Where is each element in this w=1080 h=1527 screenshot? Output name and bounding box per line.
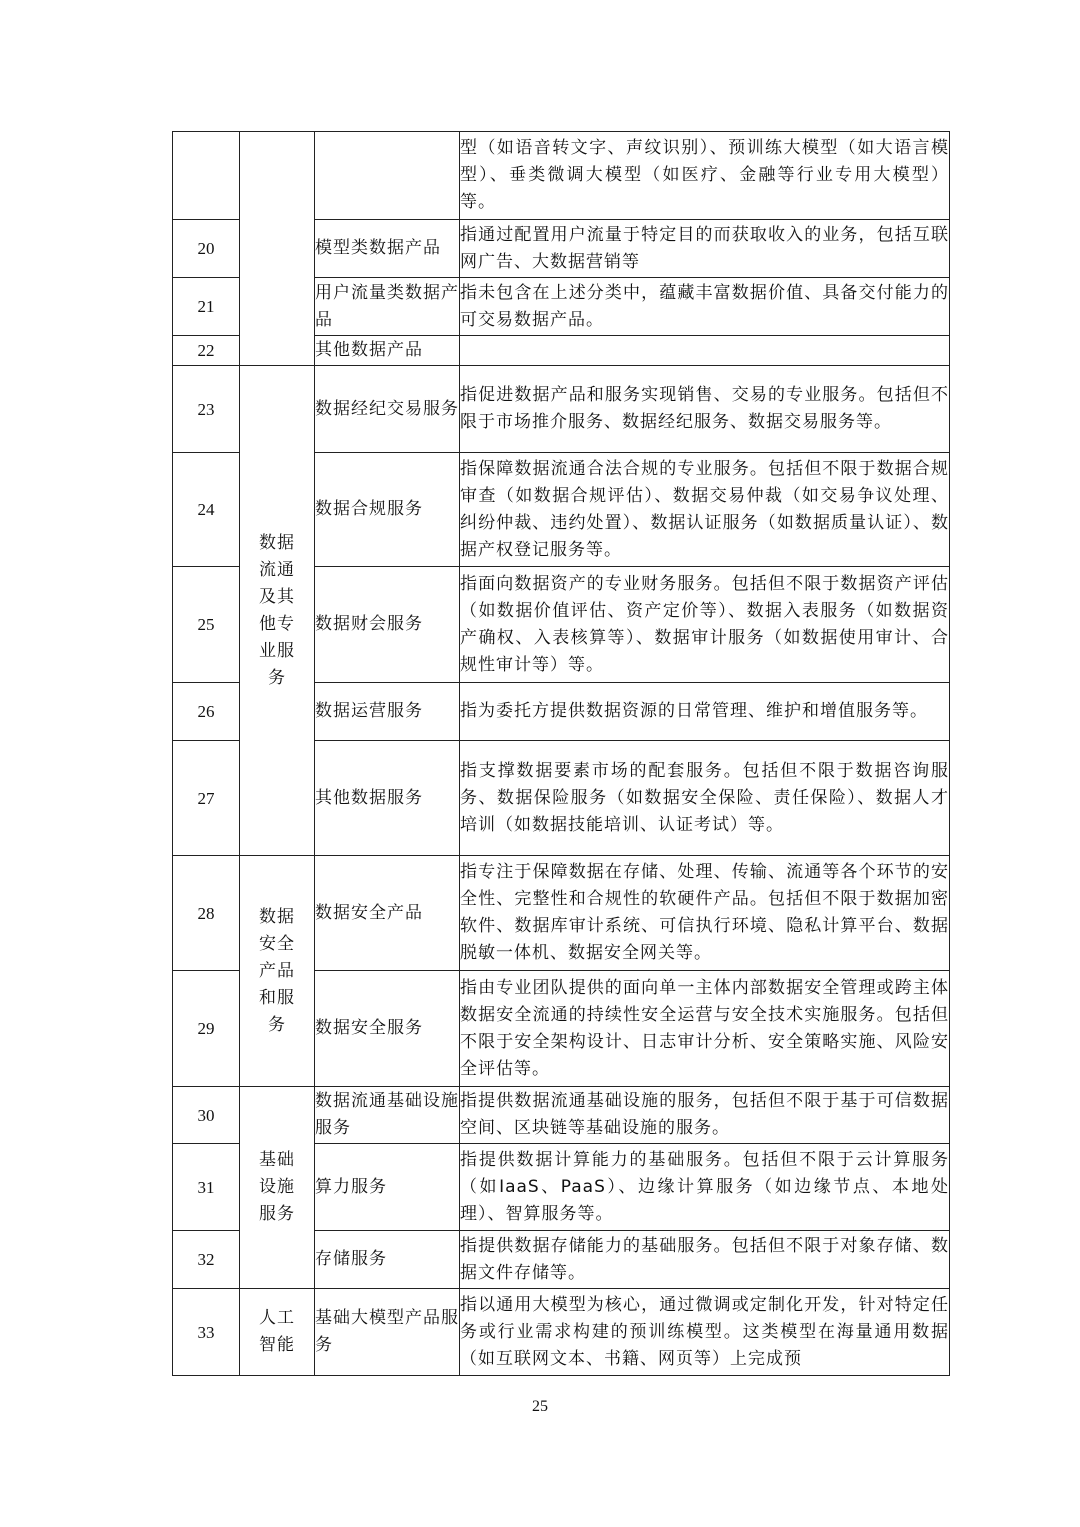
item-description: 指提供数据存储能力的基础服务。包括但不限于对象存储、数据文件存储等。 xyxy=(460,1231,950,1289)
item-description: 指面向数据资产的专业财务服务。包括但不限于数据资产评估（如数据价值评估、资产定价等）、数据入表服务（如数据资产确权、入表核算等）、数据审计服务（如数据使用审计、合规性审计等）等。 xyxy=(460,567,950,683)
item-name: 数据运营服务 xyxy=(315,683,460,741)
row-number: 25 xyxy=(173,567,240,683)
item-description xyxy=(460,336,950,366)
data-product-category-table xyxy=(172,131,950,1376)
row-number: 26 xyxy=(173,683,240,741)
table-row xyxy=(173,1289,950,1376)
item-name: 用户流量类数据产品 xyxy=(315,278,460,336)
table-row xyxy=(173,856,950,971)
table-row xyxy=(173,132,950,220)
category-label: 数据流通及其他专业服务 xyxy=(259,532,295,688)
item-name: 数据经纪交易服务 xyxy=(315,366,460,453)
category-ai-cell xyxy=(240,1289,315,1376)
item-name: 其他数据产品 xyxy=(315,336,460,366)
row-number xyxy=(173,132,240,220)
row-number: 31 xyxy=(173,1144,240,1231)
category-label: 人工智能 xyxy=(259,1308,295,1355)
item-description: 指提供数据计算能力的基础服务。包括但不限于云计算服务（如IaaS、PaaS）、边缘计算服务（如边缘节点、本地处理）、智算服务等。 xyxy=(460,1144,950,1231)
item-description: 型（如语音转文字、声纹识别）、预训练大模型（如大语言模型）、垂类微调大模型（如医疗、金融等行业专用大模型）等。 xyxy=(460,132,950,220)
row-number: 21 xyxy=(173,278,240,336)
item-description: 指专注于保障数据在存储、处理、传输、流通等各个环节的安全性、完整性和合规性的软硬件产品。包括但不限于数据加密软件、数据库审计系统、可信执行环境、隐私计算平台、数据脱敏一体机、数据安全网关等。 xyxy=(460,856,950,971)
item-name: 数据流通基础设施服务 xyxy=(315,1087,460,1144)
item-name: 数据安全产品 xyxy=(315,856,460,971)
category-infrastructure-cell xyxy=(240,1087,315,1289)
category-security-cell xyxy=(240,856,315,1087)
page-number: 25 xyxy=(532,1398,548,1415)
table-row xyxy=(173,1087,950,1144)
item-description: 指提供数据流通基础设施的服务，包括但不限于基于可信数据空间、区块链等基础设施的服务。 xyxy=(460,1087,950,1144)
item-name: 其他数据服务 xyxy=(315,741,460,856)
row-number: 29 xyxy=(173,971,240,1087)
category-label: 基础设施服务 xyxy=(259,1150,295,1224)
item-description: 指为委托方提供数据资源的日常管理、维护和增值服务等。 xyxy=(460,683,950,741)
item-name: 数据财会服务 xyxy=(315,567,460,683)
item-name: 存储服务 xyxy=(315,1231,460,1289)
row-number: 32 xyxy=(173,1231,240,1289)
row-number: 20 xyxy=(173,220,240,278)
item-description: 指通过配置用户流量于特定目的而获取收入的业务，包括互联网广告、大数据营销等 xyxy=(460,220,950,278)
item-description: 指由专业团队提供的面向单一主体内部数据安全管理或跨主体数据安全流通的持续性安全运营与安全技术实施服务。包括但不限于安全架构设计、日志审计分析、安全策略实施、风险安全评估等。 xyxy=(460,971,950,1087)
category-circulation-cell xyxy=(240,366,315,856)
item-name: 数据合规服务 xyxy=(315,453,460,567)
item-description: 指支撑数据要素市场的配套服务。包括但不限于数据咨询服务、数据保险服务（如数据安全保险、责任保险）、数据人才培训（如数据技能培训、认证考试）等。 xyxy=(460,741,950,856)
item-name: 算力服务 xyxy=(315,1144,460,1231)
row-number: 30 xyxy=(173,1087,240,1144)
item-description: 指促进数据产品和服务实现销售、交易的专业服务。包括但不限于市场推介服务、数据经纪服务、数据交易服务等。 xyxy=(460,366,950,453)
item-name: 基础大模型产品服务 xyxy=(315,1289,460,1376)
row-number: 23 xyxy=(173,366,240,453)
row-number: 33 xyxy=(173,1289,240,1376)
row-number: 27 xyxy=(173,741,240,856)
item-name xyxy=(315,132,460,220)
row-number: 24 xyxy=(173,453,240,567)
item-name: 数据安全服务 xyxy=(315,971,460,1087)
table-row xyxy=(173,366,950,453)
item-description: 指以通用大模型为核心，通过微调或定制化开发，针对特定任务或行业需求构建的预训练模型。这类模型在海量通用数据（如互联网文本、书籍、网页等）上完成预 xyxy=(460,1289,950,1376)
item-name: 模型类数据产品 xyxy=(315,220,460,278)
item-description: 指未包含在上述分类中，蕴藏丰富数据价值、具备交付能力的可交易数据产品。 xyxy=(460,278,950,336)
category-cell-empty xyxy=(240,132,315,366)
row-number: 22 xyxy=(173,336,240,366)
item-description: 指保障数据流通合法合规的专业服务。包括但不限于数据合规审查（如数据合规评估）、数据交易仲裁（如交易争议处理、纠纷仲裁、违约处置）、数据认证服务（如数据质量认证）、数据产权登记服务等。 xyxy=(460,453,950,567)
row-number: 28 xyxy=(173,856,240,971)
category-label: 数据安全产品和服务 xyxy=(259,906,295,1035)
